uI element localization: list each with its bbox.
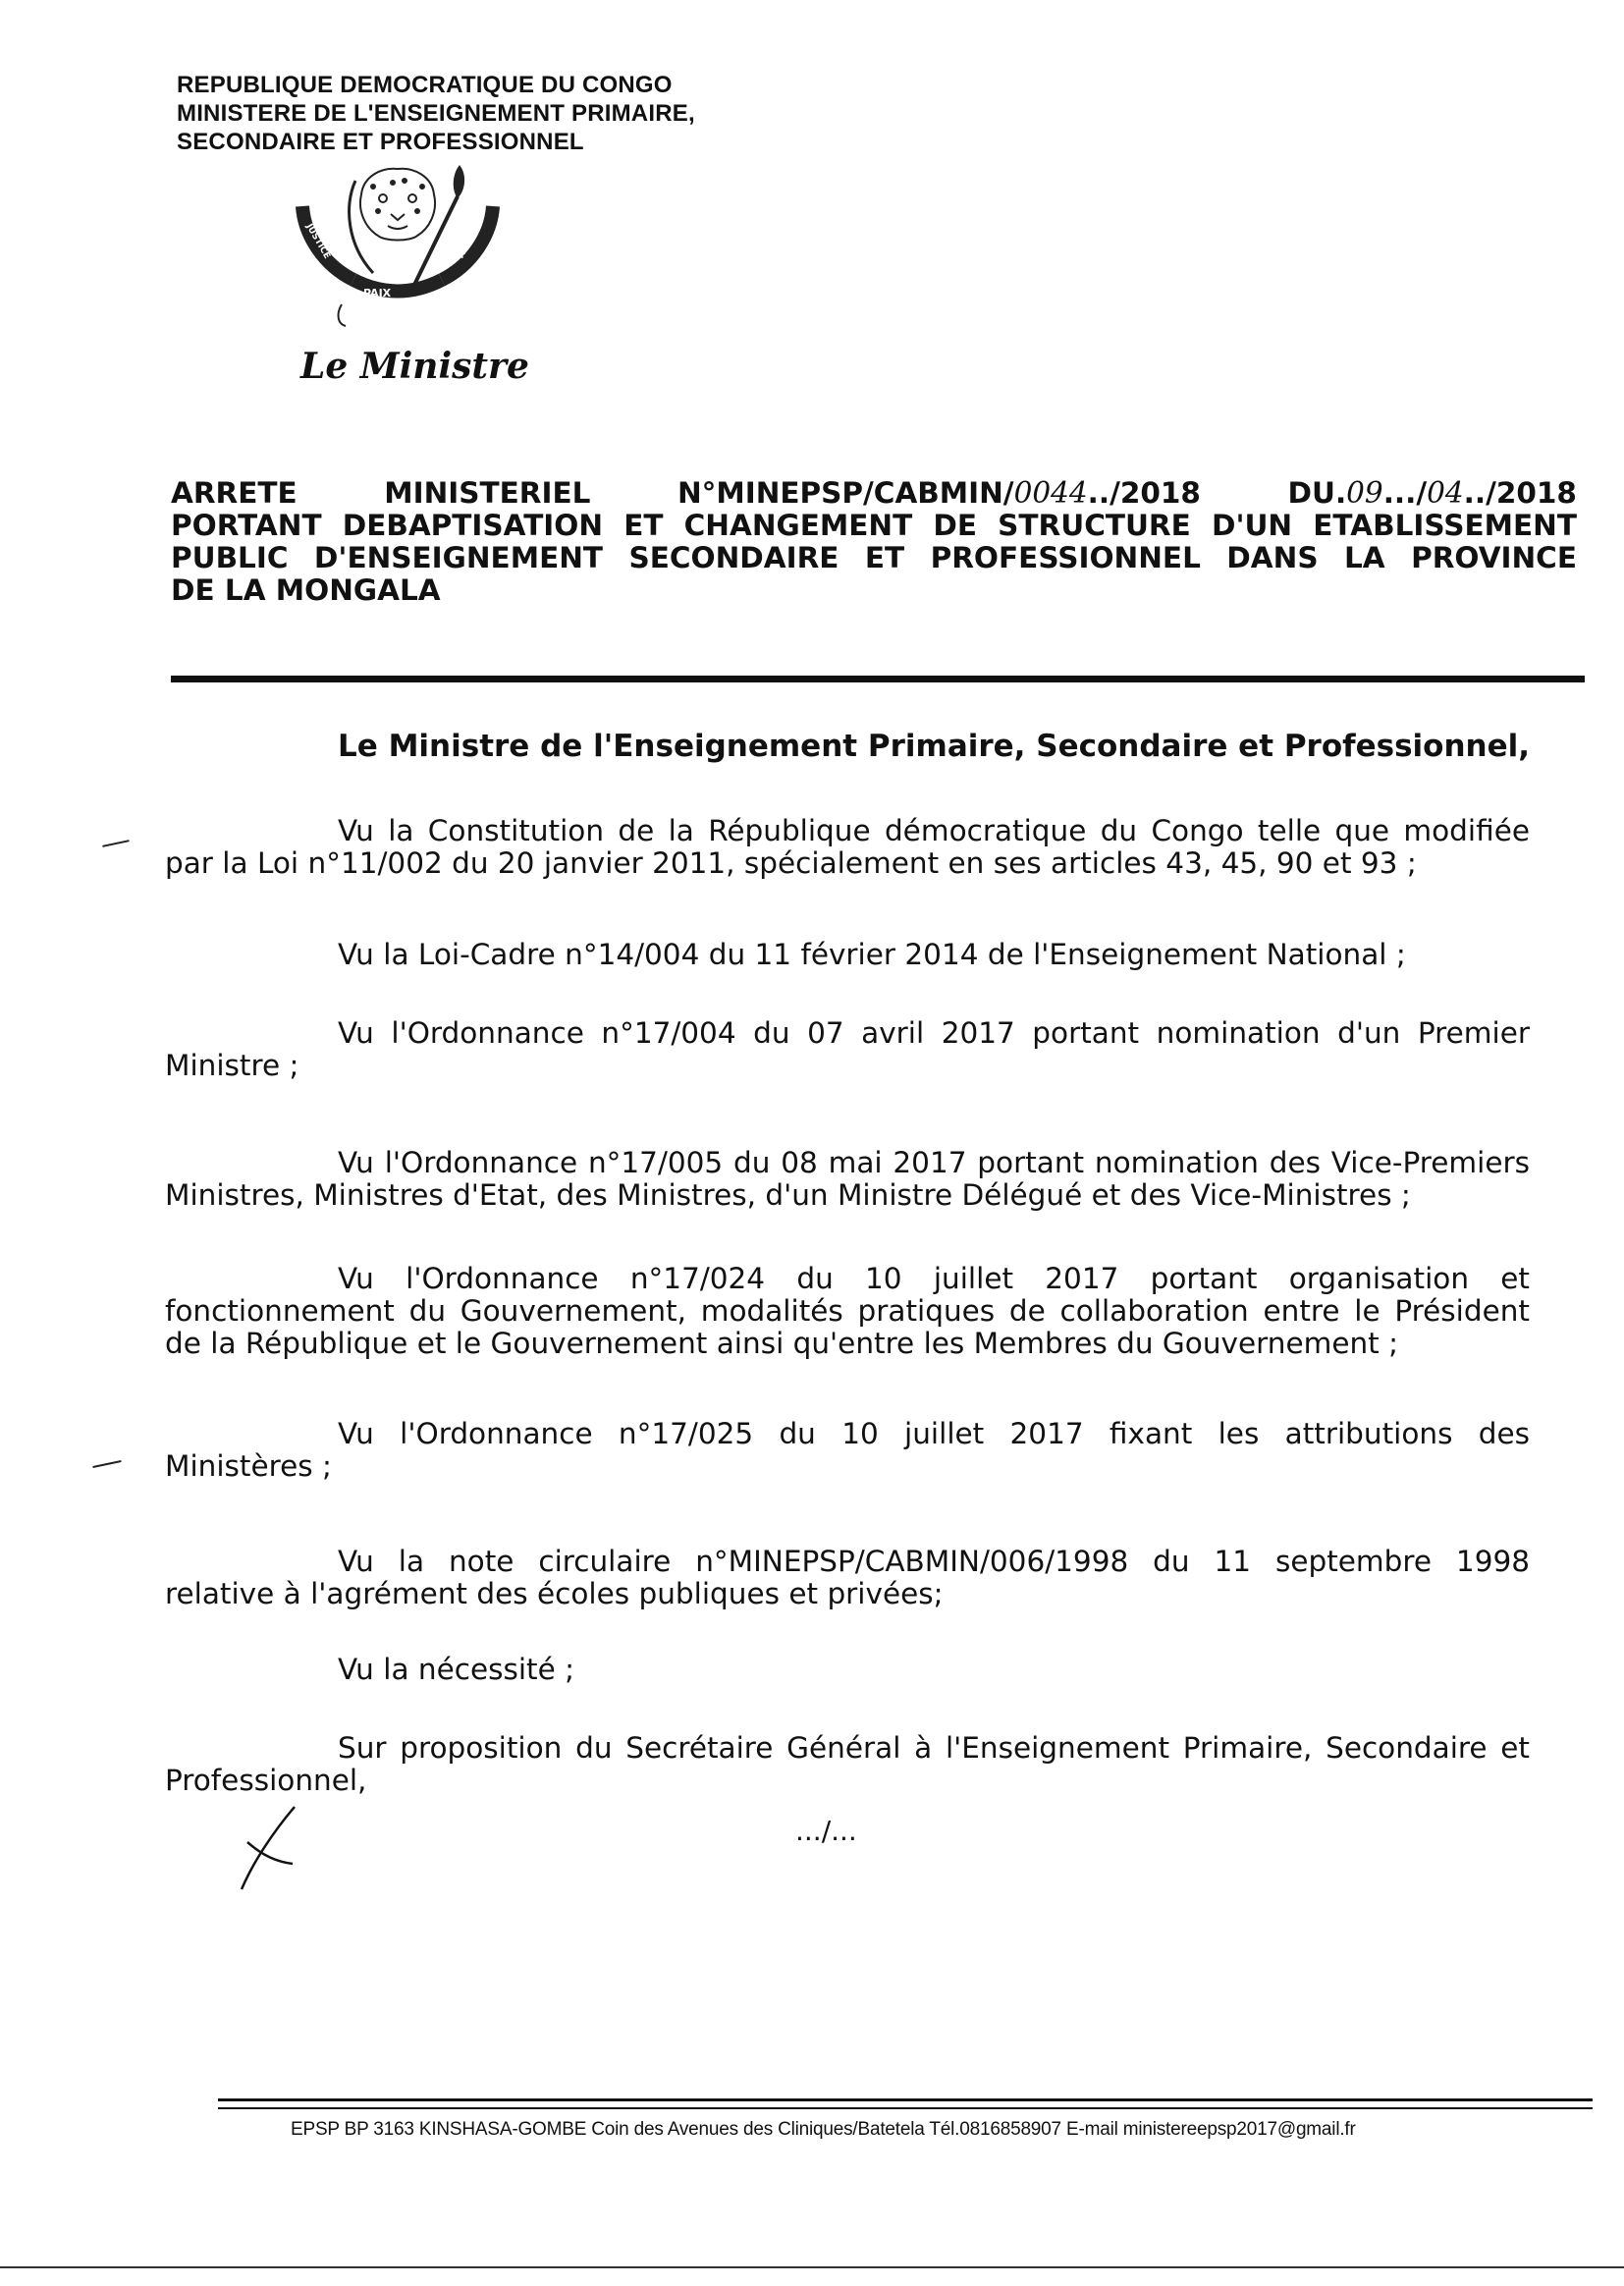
initials-mark <box>234 1803 302 1893</box>
leopard-head-icon <box>360 169 435 241</box>
footer-rule <box>218 2098 1593 2101</box>
motto-paix: PAIX <box>363 287 392 299</box>
decree-date: DU.09.../04../2018 <box>1287 476 1577 510</box>
title-arrete: ARRETE <box>171 476 298 510</box>
margin-mark <box>92 1460 122 1468</box>
national-emblem <box>295 157 501 329</box>
title-line-4: DE LA MONGALA <box>171 573 441 607</box>
minister-heading: Le Ministre de l'Enseignement Primaire, Secondaire et Professionnel, <box>338 729 1531 764</box>
continuation-marker: .../... <box>795 1815 857 1847</box>
page-bottom-edge <box>0 2266 1624 2268</box>
footer-address: EPSP BP 3163 KINSHASA-GOMBE Coin des Avenues des Cliniques/Batetela Tél.0816858907 E-mail ministereepsp2017@gmail.fr <box>291 2119 1356 2140</box>
paragraph-ordonnance-024: Vu l'Ordonnance n°17/024 du 10 juillet 2017 portant organisation et fonctionnement du Gouvernement, modalités pratiques de collaboration entre le Président de la République et le Gouvernement ainsi qu'entre les Membres du Gouvernement ; <box>165 1262 1530 1360</box>
decree-month: 04 <box>1427 476 1464 510</box>
title-ministeriel: MINISTERIEL <box>384 476 591 510</box>
paragraph-proposition: Sur proposition du Secrétaire Général à l'Enseignement Primaire, Secondaire et Professionnel, <box>165 1731 1530 1797</box>
paragraph-ordonnance-025: Vu l'Ordonnance n°17/025 du 10 juillet 2017 fixant les attributions des Ministères ; <box>165 1417 1530 1483</box>
letterhead-ministry-cont: SECONDAIRE ET PROFESSIONNEL <box>177 129 584 155</box>
footer-rule-thin <box>218 2107 1593 2109</box>
letterhead-country: REPUBLIQUE DEMOCRATIQUE DU CONGO <box>177 72 673 98</box>
title-divider <box>171 676 1585 682</box>
decree-title <box>171 477 1577 607</box>
paragraph-loi-cadre: Vu la Loi-Cadre n°14/004 du 11 février 2014 de l'Enseignement National ; <box>338 938 1406 971</box>
paragraph-note-circulaire: Vu la note circulaire n°MINEPSP/CABMIN/006/1998 du 11 septembre 1998 relative à l'agrément des écoles publiques et privées; <box>165 1545 1530 1610</box>
paragraph-ordonnance-005: Vu l'Ordonnance n°17/005 du 08 mai 2017 portant nomination des Vice-Premiers Ministres, Ministres d'Etat, des Ministres, d'un Ministre Délégué et des Vice-Ministres ; <box>165 1146 1530 1212</box>
decree-day: 09 <box>1346 476 1383 510</box>
title-line-2: PORTANT DEBAPTISATION ET CHANGEMENT DE STRUCTURE D'UN ETABLISSEMENT <box>171 509 1577 542</box>
letterhead-ministry: MINISTERE DE L'ENSEIGNEMENT PRIMAIRE, <box>177 100 695 127</box>
decree-reference-line <box>171 477 1577 510</box>
motto-travail: TRAVAIL <box>455 221 485 262</box>
paragraph-constitution: Vu la Constitution de la République démocratique du Congo telle que modifiée par la Loi n°11/002 du 20 janvier 2011, spécialement en ses articles 43, 45, 90 et 93 ; <box>165 814 1530 880</box>
signatory-title: Le Ministre <box>300 346 529 387</box>
margin-mark <box>102 840 130 847</box>
paragraph-ordonnance-004: Vu l'Ordonnance n°17/004 du 07 avril 2017 portant nomination d'un Premier Ministre ; <box>165 1016 1530 1082</box>
decree-reference: N°MINEPSP/CABMIN/0044../2018 <box>677 476 1201 510</box>
motto-justice: JUSTICE <box>303 222 332 261</box>
decree-number: 0044 <box>1013 476 1088 510</box>
letterhead <box>177 71 695 156</box>
title-line-3: PUBLIC D'ENSEIGNEMENT SECONDAIRE ET PROFESSIONNEL DANS LA PROVINCE <box>171 541 1577 574</box>
paragraph-necessite: Vu la nécessité ; <box>338 1653 575 1686</box>
